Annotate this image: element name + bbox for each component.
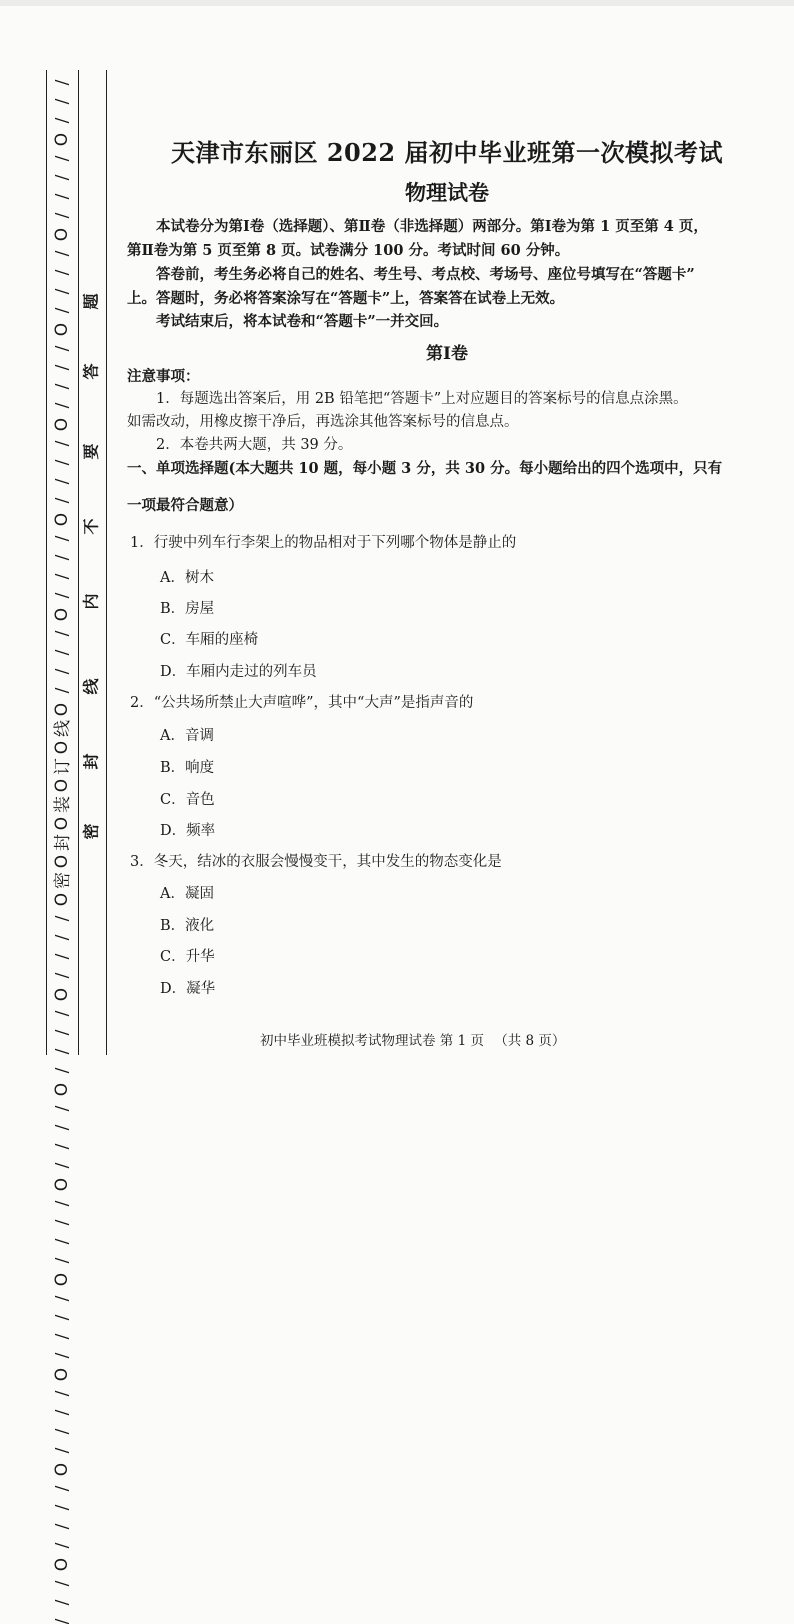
intro-line-5: 考试结束后，将本试卷和“答题卡”一并交回。	[156, 313, 449, 330]
intro-line-3: 答卷前，考生务必将自己的姓名、考生号、考点校、考场号、座位号填写在“答题卡”	[156, 266, 695, 283]
seal-mark: O	[52, 512, 73, 527]
seal-mark: 密	[52, 872, 73, 889]
seal-warning-char: 密	[81, 823, 101, 840]
seal-mark: /	[52, 1504, 73, 1511]
seal-mark: /	[52, 1162, 73, 1169]
seal-mark: /	[52, 1029, 73, 1036]
seal-mark: /	[52, 345, 73, 352]
seal-mark: /	[52, 972, 73, 979]
seal-mark: O	[52, 227, 73, 242]
question-2-option-b: B．响度	[160, 760, 215, 776]
seal-mark: /	[52, 668, 73, 675]
question-1-option-d: D．车厢内走过的列车员	[160, 664, 317, 680]
seal-mark: /	[52, 212, 73, 219]
seal-mark: /	[52, 1219, 73, 1226]
seal-mark: 封	[52, 834, 73, 851]
seal-line-marks	[50, 74, 76, 1624]
seal-mark: /	[52, 269, 73, 276]
seal-mark: /	[52, 1124, 73, 1131]
seal-mark: O	[52, 1272, 73, 1287]
seal-mark: /	[52, 1409, 73, 1416]
seal-mark: O	[52, 702, 73, 717]
question-3-option-a: A．凝固	[160, 886, 214, 902]
seal-mark: O	[52, 778, 73, 793]
seal-mark: /	[52, 1314, 73, 1321]
seal-mark: O	[52, 854, 73, 869]
exam-title: 天津市东丽区 2022 届初中毕业班第一次模拟考试	[170, 138, 723, 167]
seal-mark: /	[52, 1580, 73, 1587]
footer-page-label: 初中毕业班模拟考试物理试卷 第 1 页	[260, 1033, 484, 1049]
seal-mark: /	[52, 1485, 73, 1492]
seal-mark: /	[52, 193, 73, 200]
intro-line-1: 本试卷分为第Ⅰ卷（选择题）、第Ⅱ卷（非选择题）两部分。第Ⅰ卷为第 1 页至第 4 页，	[156, 218, 708, 235]
seal-mark: /	[52, 1257, 73, 1264]
page-footer	[260, 1029, 571, 1049]
seal-mark: O	[52, 1177, 73, 1192]
seal-warning-char: 不	[81, 518, 101, 535]
seal-mark: O	[52, 132, 73, 147]
seal-mark: /	[52, 687, 73, 694]
seal-mark: /	[52, 1618, 73, 1624]
seal-warning-char: 封	[81, 753, 101, 770]
seal-mark: O	[52, 740, 73, 755]
notes-title: 注意事项：	[127, 368, 200, 385]
question-2-stem: 2．“公共场所禁止大声喧哗”，其中“大声”是指声音的	[130, 695, 474, 711]
seal-warning-char: 题	[81, 293, 101, 310]
question-2-option-a: A．音调	[160, 728, 214, 744]
seal-warning-char: 要	[81, 443, 101, 460]
question-1-stem: 1．行驶中列车行李架上的物品相对于下列哪个物体是静止的	[130, 535, 517, 551]
seal-mark: /	[52, 934, 73, 941]
seal-mark: /	[52, 1333, 73, 1340]
seal-mark: /	[52, 364, 73, 371]
seal-mark: O	[52, 607, 73, 622]
seal-warning-text	[80, 290, 104, 850]
seal-mark: /	[52, 1238, 73, 1245]
page-top-edge	[0, 0, 794, 6]
seal-mark: /	[52, 497, 73, 504]
seal-warning-char: 内	[81, 593, 101, 610]
subject-title: 物理试卷	[405, 180, 489, 205]
question-2-option-c: C．音色	[160, 792, 215, 808]
note-line-2: 如需改动，用橡皮擦干净后，再选涂其他答案标号的信息点。	[127, 414, 519, 430]
seal-mark: /	[52, 535, 73, 542]
seal-mark: /	[52, 1295, 73, 1302]
seal-mark: 装	[52, 796, 73, 813]
seal-mark: /	[52, 1010, 73, 1017]
question-1-option-c: C．车厢的座椅	[160, 632, 259, 648]
seal-mark: /	[52, 1067, 73, 1074]
seal-mark: O	[52, 322, 73, 337]
question-3-option-c: C．升华	[160, 949, 215, 965]
seal-mark: /	[52, 478, 73, 485]
seal-mark: /	[52, 915, 73, 922]
seal-mark: /	[52, 383, 73, 390]
section-title: 第Ⅰ卷	[426, 344, 468, 364]
seal-mark: O	[52, 987, 73, 1002]
seal-border-right	[106, 70, 107, 1055]
intro-line-4: 上。答题时，务必将答案涂写在“答题卡”上，答案答在试卷上无效。	[127, 290, 565, 307]
seal-mark: 线	[52, 720, 73, 737]
seal-border-middle	[78, 70, 79, 1055]
footer-total-pages: （共 8 页）	[494, 1033, 566, 1049]
seal-mark: /	[52, 1428, 73, 1435]
seal-warning-char: 答	[81, 363, 101, 380]
seal-mark: O	[52, 417, 73, 432]
seal-border-left	[46, 70, 47, 1055]
seal-mark: O	[52, 1557, 73, 1572]
seal-warning-char: 线	[81, 678, 101, 695]
question-3-option-d: D．凝华	[160, 981, 216, 997]
seal-mark: /	[52, 630, 73, 637]
note-line-3: 2．本卷共两大题，共 39 分。	[156, 437, 353, 453]
seal-mark: O	[52, 816, 73, 831]
seal-mark: /	[52, 440, 73, 447]
seal-mark: O	[52, 892, 73, 907]
seal-mark: /	[52, 307, 73, 314]
seal-mark: O	[52, 1462, 73, 1477]
seal-mark: /	[52, 953, 73, 960]
seal-mark: /	[52, 649, 73, 656]
intro-line-2: 第Ⅱ卷为第 5 页至第 8 页。试卷满分 100 分。考试时间 60 分钟。	[127, 242, 570, 259]
seal-mark: /	[52, 117, 73, 124]
seal-mark: /	[52, 554, 73, 561]
seal-mark: /	[52, 1048, 73, 1055]
seal-mark: O	[52, 1367, 73, 1382]
question-2-option-d: D．频率	[160, 823, 216, 839]
part-heading-line-1: 一、单项选择题(本大题共 10 题，每小题 3 分，共 30 分。每小题给出的四个选项中，只有	[127, 460, 723, 477]
seal-mark: /	[52, 1143, 73, 1150]
seal-mark: /	[52, 174, 73, 181]
seal-mark: /	[52, 1523, 73, 1530]
note-line-1: 1．每题选出答案后，用 2B 铅笔把“答题卡”上对应题目的答案标号的信息点涂黑。	[156, 391, 688, 407]
seal-mark: /	[52, 573, 73, 580]
seal-mark: /	[52, 459, 73, 466]
seal-mark: O	[52, 1082, 73, 1097]
question-3-option-b: B．液化	[160, 918, 215, 934]
seal-mark: /	[52, 1352, 73, 1359]
seal-mark: /	[52, 250, 73, 257]
seal-mark: /	[52, 98, 73, 105]
seal-mark: /	[52, 1447, 73, 1454]
seal-mark: /	[52, 1599, 73, 1606]
question-3-stem: 3．冬天，结冰的衣服会慢慢变干，其中发生的物态变化是	[130, 854, 502, 870]
seal-mark: /	[52, 592, 73, 599]
seal-mark: /	[52, 79, 73, 86]
seal-mark: /	[52, 288, 73, 295]
seal-mark: /	[52, 1542, 73, 1549]
seal-mark: /	[52, 1105, 73, 1112]
seal-mark: /	[52, 1200, 73, 1207]
question-1-option-b: B．房屋	[160, 601, 215, 617]
seal-mark: /	[52, 1390, 73, 1397]
seal-mark: /	[52, 402, 73, 409]
seal-mark: 订	[52, 758, 73, 775]
part-heading-line-2: 一项最符合题意）	[127, 497, 243, 514]
seal-mark: /	[52, 155, 73, 162]
question-1-option-a: A．树木	[160, 570, 214, 586]
